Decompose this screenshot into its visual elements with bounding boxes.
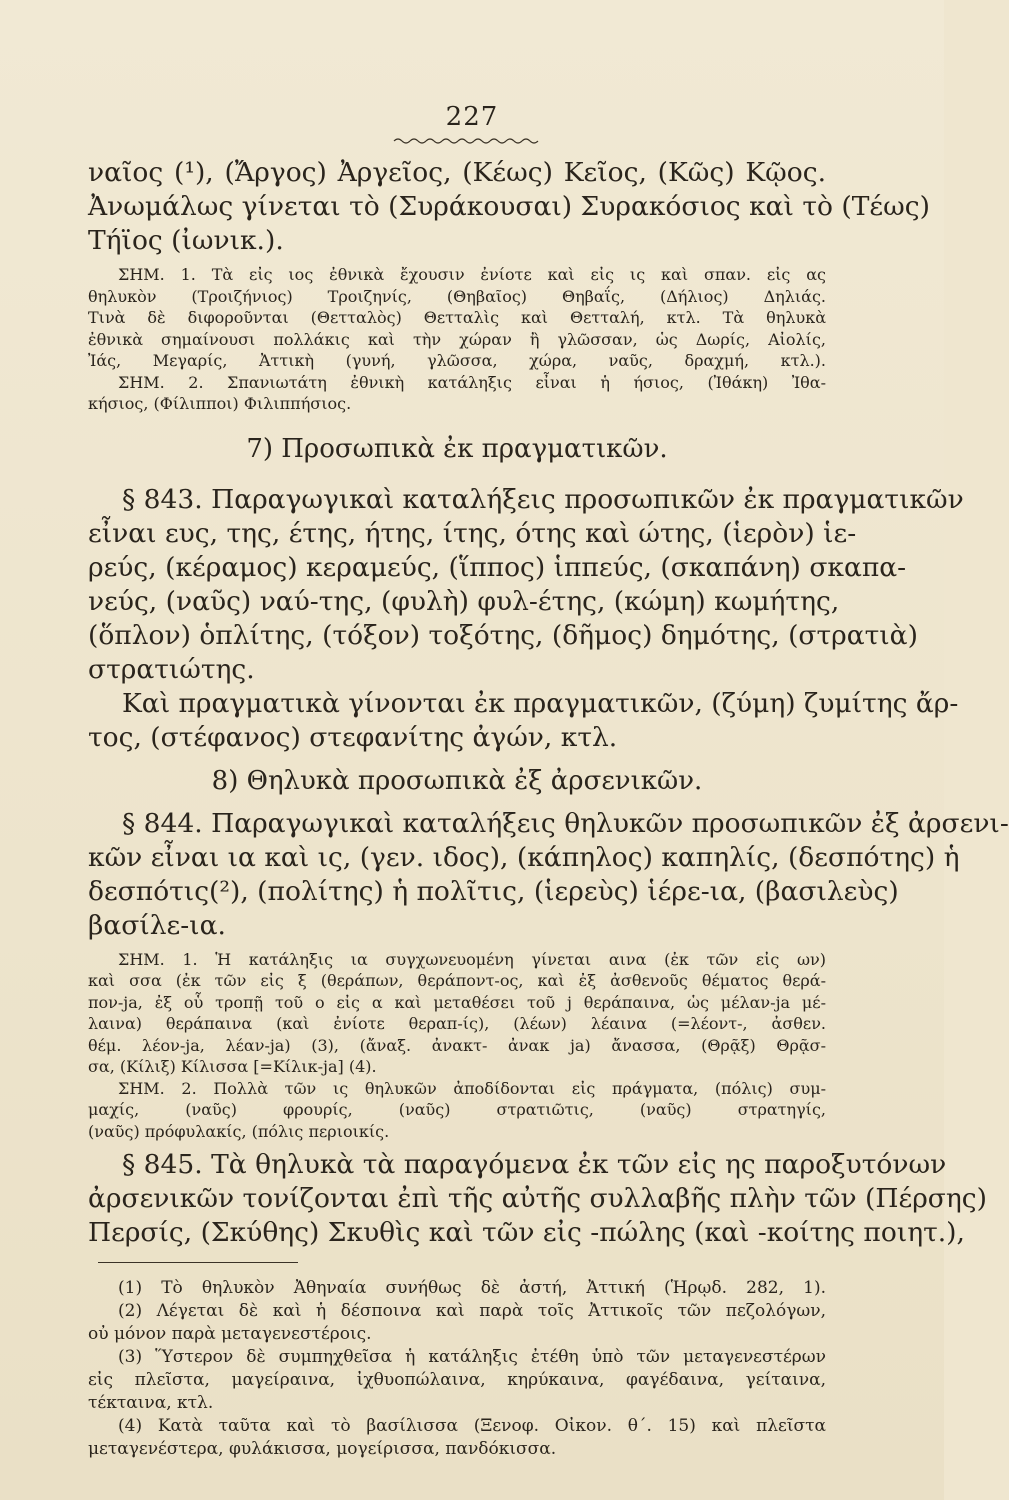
note-line: καὶ σσα (ἐκ τῶν εἰς ξ (θεράπων, θεράποντ-ος, καὶ ἐξ ἀσθενοῦς θέματος θερά- <box>88 971 826 990</box>
ornament-rule <box>392 136 542 146</box>
section-heading-7: 7) Προσωπικὰ ἐκ πραγματικῶν. <box>246 433 668 464</box>
text-line: δεσπότις(²), (πολίτης) ἡ πολῖτις, (ἱερεὺς) ἱέρε-ια, (βασιλεὺς) <box>88 875 899 907</box>
footnote-3: (3) Ὕστερον δὲ συμπηχθεῖσα ἡ κατάληξις ἐτέθη ὑπὸ τῶν μεταγενεστέρων <box>118 1347 826 1367</box>
section-heading-8: 8) Θηλυκὰ προσωπικὰ ἐξ ἀρσενικῶν. <box>211 765 703 796</box>
paragraph-845: § 845. Τὰ θηλυκὰ τὰ παραγόμενα ἐκ τῶν εἰς ης παροξυτόνων <box>122 1149 947 1180</box>
text-line: στρατιώτης. <box>88 653 255 685</box>
note-line: μαχίς, (ναῦς) φρουρίς, (ναῦς) στρατιῶτις, (ναῦς) στρατηγίς, <box>88 1100 826 1119</box>
note-line: λαινα) θεράπαινα (καὶ ἐνίοτε θεραπ-ίς), (λέων) λέαινα (=λέοντ-, ἀσθεν. <box>88 1014 826 1033</box>
text-line: Καὶ πραγματικὰ γίνονται ἐκ πραγματικῶν, (ζύμη) ζυμίτης ἄρ- <box>122 687 959 719</box>
text-line: ρεύς, (κέραμος) κεραμεύς, (ἵππος) ἱππεύς, (σκαπάνη) σκαπα- <box>88 551 907 583</box>
note-line: ΣΗΜ. 1. Ἡ κατάληξις ια συγχωνευομένη γίνεται αινα (ἐκ τῶν εἰς ων) <box>118 949 826 969</box>
note-line: Ἰάς, Μεγαρίς, Ἀττικὴ (γυνή, γλῶσσα, χώρα, ναῦς, δραχμή, κτλ.). <box>88 351 826 370</box>
note-line: (ναῦς) πρόφυλακίς, (πόλις περιοικίς. <box>88 1121 390 1141</box>
note-line: ἐθνικὰ σημαίνουσι πολλάκις καὶ τὴν χώραν ἢ γλῶσσαν, ὡς Δωρίς, Αἰολίς, <box>88 329 826 349</box>
note-line: κήσιος, (Φίλιπποι) Φιλιππήσιος. <box>88 394 352 413</box>
footnote-4: (4) Κατὰ ταῦτα καὶ τὸ βασίλισσα (Ξενοφ. Οἰκον. θ΄. 15) καὶ πλεῖστα <box>118 1416 826 1436</box>
text-line: Ἀνωμάλως γίνεται τὸ (Συράκουσαι) Συρακόσιος καὶ τὸ (Τέως) <box>88 191 930 222</box>
note-line: ΣΗΜ. 2. Σπανιωτάτη ἐθνικὴ κατάληξις εἶναι ἡ ήσιος, (Ἰθάκη) Ἰθα- <box>118 372 826 392</box>
note-line: ΣΗΜ. 1. Τὰ εἰς ιος ἐθνικὰ ἔχουσιν ἐνίοτε καὶ εἰς ις καὶ σπαν. εἰς ας <box>118 265 826 284</box>
note-line: σα, (Κίλιξ) Κίλισσα [=Κίλικ-ja] (4). <box>88 1057 377 1076</box>
page-number: 227 <box>445 102 499 132</box>
text-line: ναῖος (¹), (Ἄργος) Ἀργεῖος, (Κέως) Κεῖος, (Κῶς) Κῷος. <box>88 157 826 188</box>
footnote-line: εἰς πλεῖστα, μαγείραινα, ἰχθυοπώλαινα, κηρύκαινα, φαγέδαινα, γείταινα, <box>88 1370 826 1390</box>
footnote-2: (2) Λέγεται δὲ καὶ ἡ δέσποινα καὶ παρὰ τοῖς Ἀττικοῖς τῶν πεζολόγων, <box>118 1301 826 1321</box>
footnote-1: (1) Τὸ θηλυκὸν Ἀθηναία συνήθως δὲ ἀστή, Ἀττική (Ἡρῳδ. 282, 1). <box>118 1278 826 1298</box>
text-line: (ὅπλον) ὁπλίτης, (τόξον) τοξότης, (δῆμος) δημότης, (στρατιὰ) <box>88 619 918 651</box>
note-line: θηλυκὸν (Τροιζήνιος) Τροιζηνίς, (Θηβαῖος) Θηβαΐς, (Δήλιος) Δηλιάς. <box>88 286 826 306</box>
main-text <box>88 156 1009 1461</box>
footnote-line: μεταγενέστερα, φυλάκισσα, μογείρισσα, πανδόκισσα. <box>88 1439 557 1459</box>
paragraph-843: § 843. Παραγωγικαὶ καταλήξεις προσωπικῶν ἐκ πραγματικῶν <box>122 483 964 515</box>
note-line: θέμ. λέον-ja, λέαν-ja) (3), (ἄναξ. ἀνακτ- ἀνακ ja) ἄνασσα, (Θρᾷξ) Θρᾷσ- <box>88 1035 826 1055</box>
footnote-divider <box>98 1262 298 1263</box>
text-line: βασίλε-ια. <box>88 909 226 941</box>
paragraph-844: § 844. Παραγωγικαὶ καταλήξεις θηλυκῶν προσωπικῶν ἐξ ἀρσενι- <box>122 807 1009 839</box>
text-line: εἶναι ευς, της, έτης, ήτης, ίτης, ότης καὶ ώτης, (ἱερὸν) ἱε- <box>88 517 857 549</box>
text-line: νεύς, (ναῦς) ναύ-της, (φυλὴ) φυλ-έτης, (κώμη) κωμήτης, <box>88 585 840 617</box>
text-line: τος, (στέφανος) στεφανίτης ἀγών, κτλ. <box>88 721 618 753</box>
text-line: ἀρσενικῶν τονίζονται ἐπὶ τῆς αὐτῆς συλλαβῆς πλὴν τῶν (Πέρσης) <box>88 1183 987 1214</box>
note-line: Τινὰ δὲ διφοροῦνται (Θετταλὸς) Θετταλὶς καὶ Θετταλή, κτλ. Τὰ θηλυκὰ <box>88 308 826 327</box>
note-line: ΣΗΜ. 2. Πολλὰ τῶν ις θηλυκῶν ἀποδίδονται εἰς πράγματα, (πόλις) συμ- <box>118 1078 826 1098</box>
text-line: Περσίς, (Σκύθης) Σκυθὶς καὶ τῶν εἰς -πώλης (καὶ -κοίτης ποιητ.), <box>88 1217 965 1248</box>
footnote-line: τέκταινα, κτλ. <box>88 1393 214 1413</box>
note-line: πον-ja, ἐξ οὗ τροπῇ τοῦ ο εἰς α καὶ μεταθέσει τοῦ j θεράπαινα, ὡς μέλαν-ja μέ- <box>88 992 826 1012</box>
footnote-line: οὐ μόνον παρὰ μεταγενεστέροις. <box>88 1324 372 1344</box>
text-line: κῶν εἶναι ια καὶ ις, (γεν. ιδος), (κάπηλος) καπηλίς, (δεσπότης) ἡ <box>88 841 960 873</box>
text-line: Τήϊος (ἰωνικ.). <box>88 225 284 256</box>
